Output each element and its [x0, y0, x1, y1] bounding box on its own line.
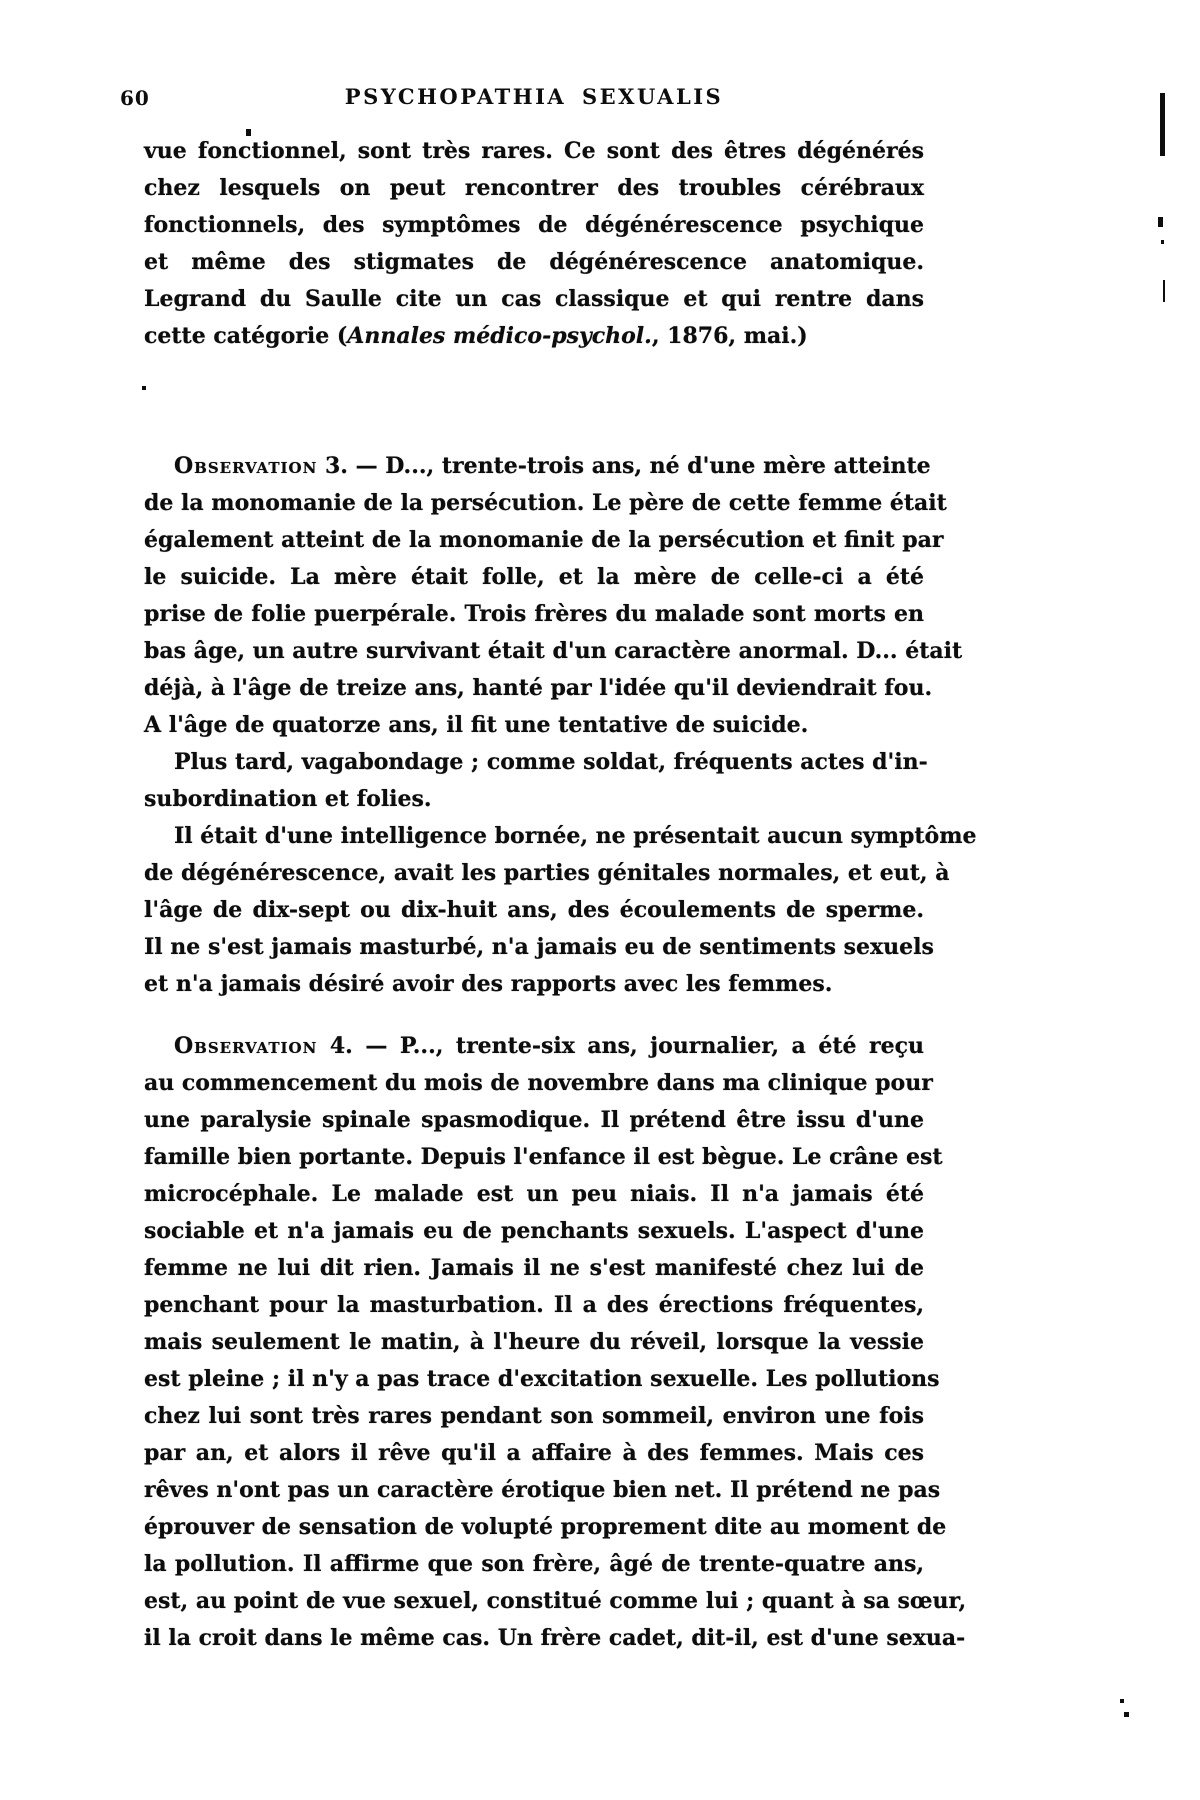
text-line: [144, 892, 924, 929]
text-line: [144, 1398, 924, 1435]
text-segment: le suicide. La mère était folle, et la mère de celle-ci a été: [144, 564, 924, 590]
scan-artifact-margin-bar: [1160, 93, 1165, 156]
scan-artifact-speck: [1120, 1699, 1124, 1703]
text-segment: Legrand du Saulle cite un cas classique et qui rentre dans: [144, 286, 924, 312]
text-segment: chez lesquels on peut rencontrer des troubles cérébraux: [144, 175, 924, 201]
text-line: [144, 1472, 941, 1509]
text-line: [144, 1213, 924, 1250]
text-segment: éprouver de sensation de volupté proprement dite au moment de: [144, 1514, 947, 1540]
text-segment: femme ne lui dit rien. Jamais il ne s'est manifesté chez lui de: [144, 1255, 924, 1281]
text-line: [144, 133, 924, 170]
text-line: [144, 670, 933, 707]
text-line: [144, 596, 924, 633]
text-segment: famille bien portante. Depuis l'enfance il est bègue. Le crâne est: [144, 1144, 943, 1170]
text-line: [144, 448, 931, 485]
text-segment: mais seulement le matin, à l'heure du réveil, lorsque la vessie: [144, 1329, 924, 1355]
text-segment: de dégénérescence, avait les parties génitales normales, et eut, à: [144, 860, 950, 886]
text-line: [144, 633, 963, 670]
text-line: [144, 1065, 933, 1102]
text-line: [144, 781, 924, 818]
text-segment: et même des stigmates de dégénérescence anatomique.: [144, 249, 924, 275]
text-segment: la pollution. Il affirme que son frère, âgé de trente-quatre ans,: [144, 1551, 924, 1577]
text-line: [144, 1546, 924, 1583]
text-line: [144, 966, 924, 1003]
text-segment: également atteint de la monomanie de la persécution et finit par: [144, 527, 944, 553]
text-segment: déjà, à l'âge de treize ans, hanté par l'idée qu'il deviendrait fou.: [144, 675, 933, 701]
paragraph-observation-3: [144, 448, 963, 744]
text-segment: une paralysie spinale spasmodique. Il prétend être issu d'une: [144, 1107, 924, 1133]
text-line: [144, 1509, 947, 1546]
text-line: [144, 1324, 924, 1361]
text-segment: fonctionnels, des symptômes de dégénérescence psychique: [144, 212, 924, 238]
text-line: [144, 1102, 924, 1139]
text-line: [144, 744, 928, 781]
text-segment: penchant pour la masturbation. Il a des érections fréquentes,: [144, 1292, 924, 1318]
text-line: [144, 1287, 924, 1324]
text-line: [144, 207, 924, 244]
text-segment: 3. — D..., trente-trois ans, né d'une mère atteinte: [317, 453, 931, 479]
text-segment: , 1876, mai.): [651, 323, 808, 349]
text-segment: Plus tard, vagabondage ; comme soldat, fréquents actes d'in-: [174, 749, 928, 775]
text-segment: Il ne s'est jamais masturbé, n'a jamais eu de sentiments sexuels: [144, 934, 934, 960]
text-segment: microcéphale. Le malade est un peu niais. Il n'a jamais été: [144, 1181, 924, 1207]
text-line: [144, 855, 950, 892]
text-line: [144, 522, 944, 559]
text-segment: l'âge de dix-sept ou dix-huit ans, des écoulements de sperme.: [144, 897, 924, 923]
text-segment: bas âge, un autre survivant était d'un caractère anormal. D... était: [144, 638, 963, 664]
text-line: [144, 929, 934, 966]
paragraph-vagabondage: [144, 744, 928, 818]
text-line: [144, 1176, 924, 1213]
text-segment: sociable et n'a jamais eu de penchants sexuels. L'aspect d'une: [144, 1218, 924, 1244]
text-line: [144, 1250, 924, 1287]
text-line: [144, 1435, 924, 1472]
page-number: 60: [120, 86, 150, 110]
text-line: [144, 707, 924, 744]
text-line: [144, 318, 924, 355]
page-text: [144, 133, 977, 1657]
text-line: [144, 559, 924, 596]
text-segment-italic: Annales médico-psychol.: [347, 323, 652, 349]
text-segment: par an, et alors il rêve qu'il a affaire à des femmes. Mais ces: [144, 1440, 924, 1466]
text-segment: A l'âge de quatorze ans, il fit une tentative de suicide.: [144, 712, 809, 738]
scan-artifact-margin-mark: [1158, 217, 1163, 227]
text-line: [144, 1361, 940, 1398]
text-segment: Il était d'une intelligence bornée, ne présentait aucun symptôme: [174, 823, 977, 849]
text-segment: rêves n'ont pas un caractère érotique bien net. Il prétend ne pas: [144, 1477, 941, 1503]
text-segment: 4. — P..., trente-six ans, journalier, a été reçu: [317, 1033, 924, 1059]
paragraph-intelligence-bornee: [144, 818, 977, 1003]
text-segment: et n'a jamais désiré avoir des rapports avec les femmes.: [144, 971, 833, 997]
text-line: [144, 1620, 966, 1657]
paragraph-observation-4: [144, 1028, 967, 1657]
text-segment: chez lui sont très rares pendant son sommeil, environ une fois: [144, 1403, 924, 1429]
text-line: [144, 244, 924, 281]
text-line: [144, 1583, 967, 1620]
scan-artifact-speck: [142, 386, 146, 390]
text-segment: prise de folie puerpérale. Trois frères du malade sont morts en: [144, 601, 924, 627]
text-segment: est, au point de vue sexuel, constitué comme lui ; quant à sa sœur,: [144, 1588, 967, 1614]
scan-artifact-speck: [1161, 240, 1164, 244]
text-segment: cette catégorie (: [144, 323, 348, 349]
scan-artifact-speck: [246, 129, 251, 136]
text-line: [144, 1139, 943, 1176]
running-title: PSYCHOPATHIA SEXUALIS: [344, 84, 724, 109]
text-line: [144, 485, 947, 522]
text-segment: au commencement du mois de novembre dans ma clinique pour: [144, 1070, 933, 1096]
text-segment: subordination et folies.: [144, 786, 432, 812]
scan-artifact-speck: [1124, 1712, 1129, 1717]
text-segment: il la croit dans le même cas. Un frère cadet, dit-il, est d'une sexua-: [144, 1625, 966, 1651]
text-line: [144, 1028, 924, 1065]
text-segment: est pleine ; il n'y a pas trace d'excitation sexuelle. Les pollutions: [144, 1366, 940, 1392]
paragraph-intro-continuation: [144, 133, 924, 355]
text-line: [144, 281, 924, 318]
text-segment-smallcaps: Observation: [174, 1033, 318, 1059]
text-segment-smallcaps: Observation: [174, 453, 318, 479]
text-segment: vue fonctionnel, sont très rares. Ce sont des êtres dégénérés: [144, 138, 924, 164]
text-line: [144, 170, 924, 207]
text-segment: de la monomanie de la persécution. Le père de cette femme était: [144, 490, 947, 516]
text-line: [144, 818, 977, 855]
scan-artifact-margin-line: [1163, 280, 1165, 302]
